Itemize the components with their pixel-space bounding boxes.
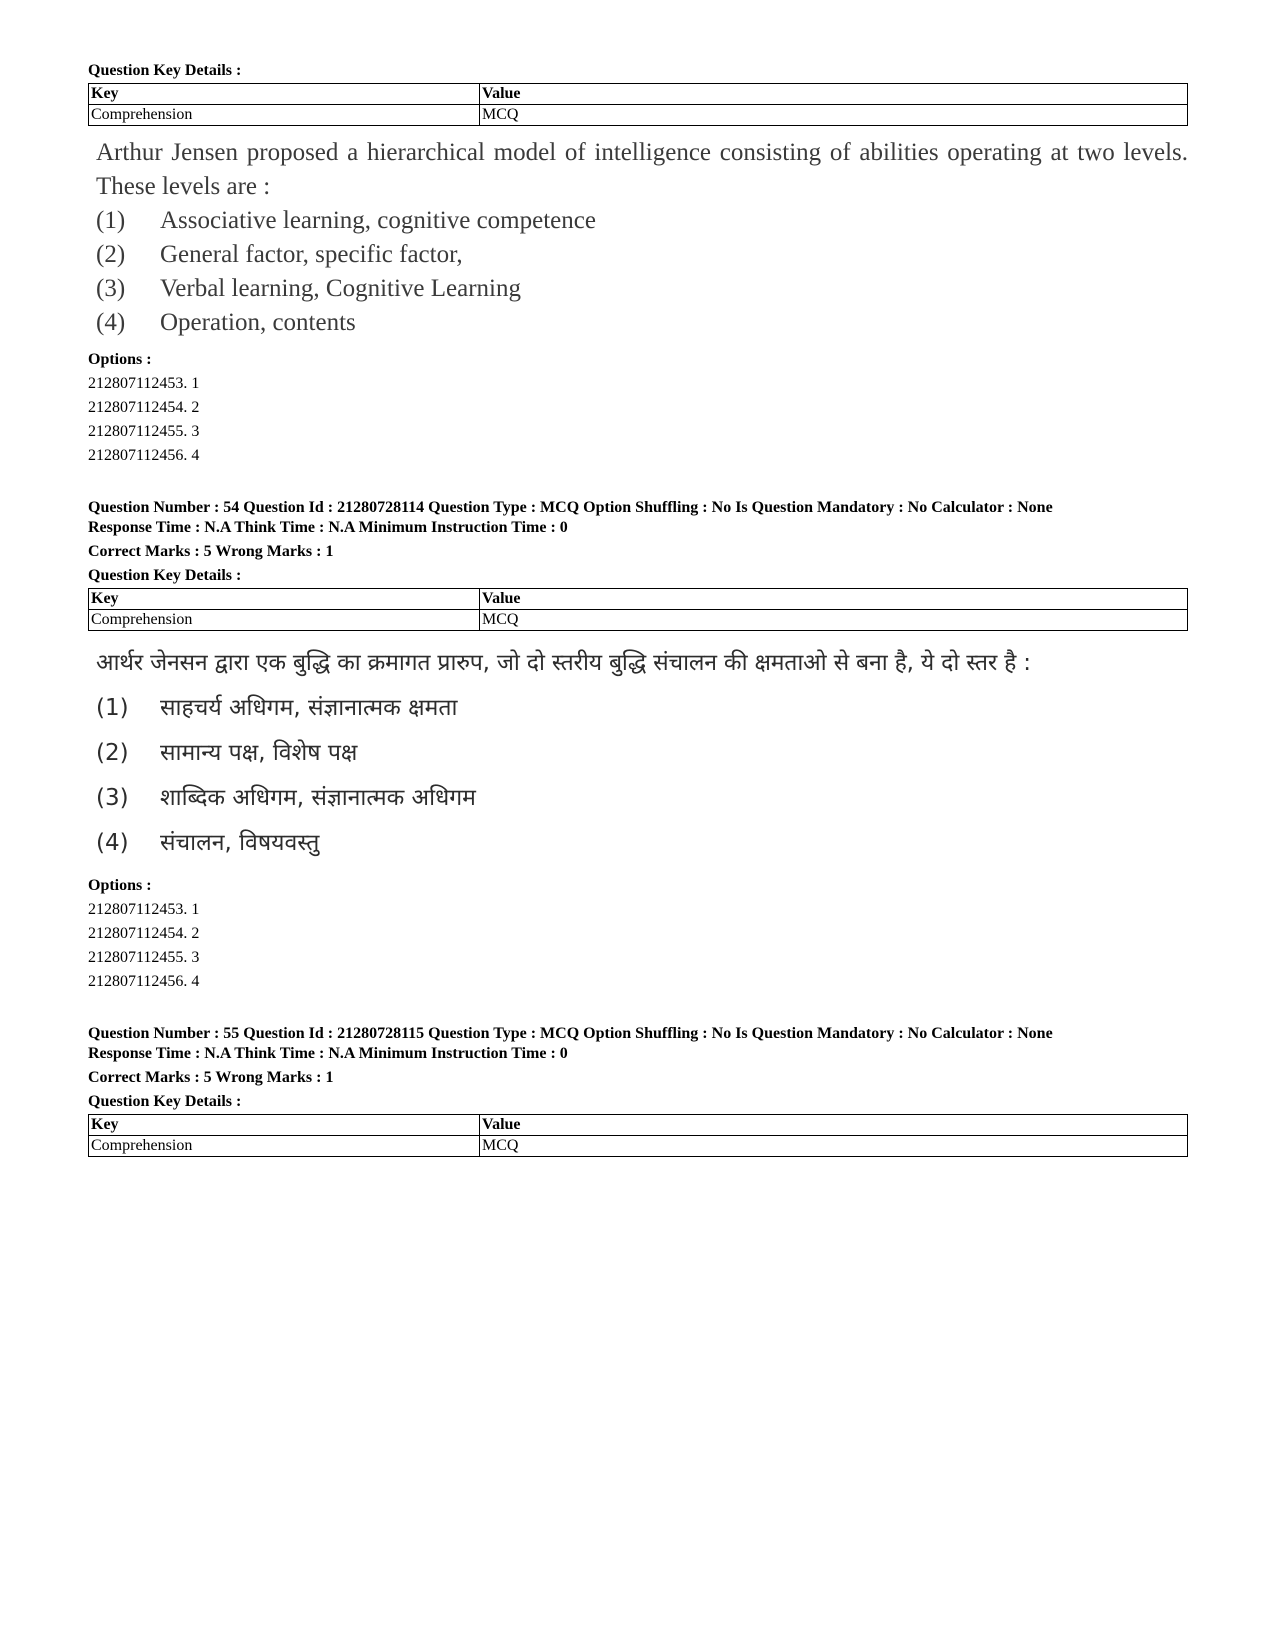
answer-options (88, 874, 1188, 994)
answer-option: 212807112456. 4 (88, 447, 200, 464)
key-header: Key (89, 84, 480, 105)
table-header-row (89, 589, 1188, 610)
option-number: (3) (96, 785, 129, 811)
value-cell: MCQ (480, 610, 1188, 631)
value-header: Value (480, 84, 1188, 105)
answer-option: 212807112454. 2 (88, 399, 200, 416)
table-row (89, 610, 1188, 631)
marks-line: Correct Marks : 5 Wrong Marks : 1 (88, 1069, 334, 1086)
value-cell: MCQ (480, 105, 1188, 126)
question-meta (88, 1024, 1188, 1112)
value-header: Value (480, 1115, 1188, 1136)
option-text: Verbal learning, Cognitive Learning (160, 275, 521, 302)
option-text: Operation, contents (160, 309, 356, 336)
option-number: (3) (96, 275, 126, 302)
answer-option: 212807112455. 3 (88, 423, 200, 440)
option-number: (1) (96, 207, 126, 234)
question-hindi (96, 641, 1188, 866)
key-header: Key (89, 589, 480, 610)
question-key-details-label: Question Key Details : (88, 62, 242, 79)
option-text: शाब्दिक अधिगम, संज्ञानात्मक अधिगम (160, 785, 476, 811)
marks-line: Correct Marks : 5 Wrong Marks : 1 (88, 543, 334, 560)
option-text: सामान्य पक्ष, विशेष पक्ष (160, 740, 358, 766)
answer-option: 212807112455. 3 (88, 949, 200, 966)
value-cell: MCQ (480, 1136, 1188, 1157)
question-english (96, 136, 1188, 340)
table-row (89, 1136, 1188, 1157)
option-number: (4) (96, 830, 129, 856)
answer-option: 212807112453. 1 (88, 901, 200, 918)
question-key-details-label: Question Key Details : (88, 1093, 242, 1110)
question-stem: आर्थर जेनसन द्वारा एक बुद्धि का क्रमागत प्रारुप, जो दो स्तरीय बुद्धि संचालन की क्षमताओ से बना है, ये दो स्तर है : (96, 650, 1031, 676)
option-number: (2) (96, 241, 126, 268)
question-option (96, 821, 1188, 866)
value-header: Value (480, 589, 1188, 610)
question-meta-line: Question Number : 54 Question Id : 21280728114 Question Type : MCQ Option Shuffling : No Is Question Mandatory : No Calculator : None (88, 499, 1053, 516)
key-cell: Comprehension (89, 105, 480, 126)
options-label: Options : (88, 877, 152, 894)
question-option (96, 686, 1188, 731)
option-text: Associative learning, cognitive competence (160, 207, 596, 234)
question-key-table (88, 83, 1188, 126)
table-header-row (89, 1115, 1188, 1136)
option-number: (1) (96, 695, 129, 721)
question-key-table (88, 1114, 1188, 1157)
question-option (96, 204, 1188, 238)
option-text: संचालन, विषयवस्तु (160, 830, 320, 856)
option-number: (4) (96, 309, 126, 336)
question-stem: Arthur Jensen proposed a hierarchical model of intelligence consisting of abilities operating at two levels. These levels are : (96, 139, 1188, 200)
options-label: Options : (88, 351, 152, 368)
question-meta (88, 498, 1188, 586)
option-number: (2) (96, 740, 129, 766)
key-header: Key (89, 1115, 480, 1136)
key-cell: Comprehension (89, 1136, 480, 1157)
table-header-row (89, 84, 1188, 105)
table-row (89, 105, 1188, 126)
question-option (96, 776, 1188, 821)
answer-option: 212807112453. 1 (88, 375, 200, 392)
question-key-table (88, 588, 1188, 631)
question-option (96, 731, 1188, 776)
question-meta-line: Response Time : N.A Think Time : N.A Minimum Instruction Time : 0 (88, 1045, 568, 1062)
answer-option: 212807112456. 4 (88, 973, 200, 990)
document-page (88, 60, 1188, 1157)
option-text: General factor, specific factor, (160, 241, 463, 268)
question-option (96, 306, 1188, 340)
question-option (96, 272, 1188, 306)
question-meta-line: Response Time : N.A Think Time : N.A Minimum Instruction Time : 0 (88, 519, 568, 536)
key-cell: Comprehension (89, 610, 480, 631)
question-option (96, 238, 1188, 272)
answer-option: 212807112454. 2 (88, 925, 200, 942)
option-text: साहचर्य अधिगम, संज्ञानात्मक क्षमता (160, 695, 458, 721)
answer-options (88, 348, 1188, 468)
question-meta-line: Question Number : 55 Question Id : 21280728115 Question Type : MCQ Option Shuffling : No Is Question Mandatory : No Calculator : None (88, 1025, 1053, 1042)
question-key-details-label: Question Key Details : (88, 567, 242, 584)
